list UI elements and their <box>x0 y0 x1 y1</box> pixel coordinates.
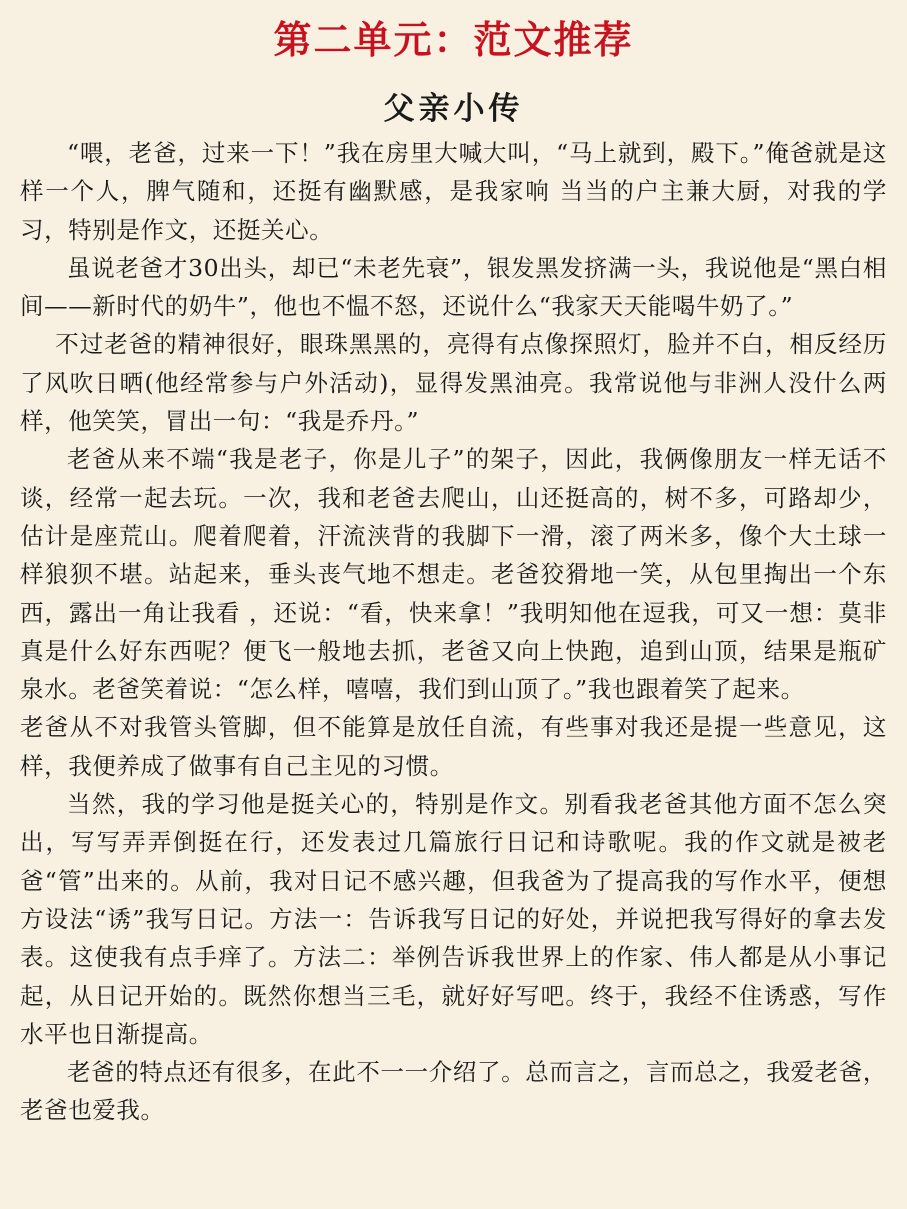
unit-title: 第二单元：范文推荐 <box>273 17 634 62</box>
paragraph-7: 老爸的特点还有很多，在此不一一介绍了。总而言之，言而总之，我爱老爸，老爸也爱我。 <box>20 1058 887 1125</box>
essay-title: 父亲小传 <box>383 91 524 127</box>
paragraph-6: 当然，我的学习他是挺关心的，特别是作文。别看我老爸其他方面不怎么突出，写写弄弄倒挺在行，还发表过几篇旅行日记和诗歌呢。我的作文就是被老爸“管”出来的。从前，我对日记不感兴趣，但我爸为了提高我的写作水平，便想方设法“诱”我写日记。方法一：告诉我写日记的好处，并说把我写得好的拿去发表。这使我有点手痒了。方法二：举例告诉我世界上的作家、伟人都是从小事记起，从日记开始的。既然你想当三毛，就好好写吧。终于，我经不住诱惑，写作水平也日渐提高。 <box>20 790 887 1048</box>
paragraph-3: 不过老爸的精神很好，眼珠黑黑的，亮得有点像探照灯，脸并不白，相反经历了风吹日晒(他经常参与户外活动)，显得发黑油亮。我常说他与非洲人没什么两样，他笑笑，冒出一句：“我是乔丹。” <box>20 330 887 436</box>
paragraph-4: 老爸从来不端“我是老子，你是儿子”的架子，因此，我俩像朋友一样无话不谈，经常一起去玩。一次，我和老爸去爬山，山还挺高的，树不多，可路却少，估计是座荒山。爬着爬着，汗流浃背的我脚下一滑，滚了两米多，像个大土球一样狼狈不堪。站起来，垂头丧气地不想走。老爸狡猾地一笑，从包里掏出一个东西，露出一角让我看 ，还说：“看，快来拿！”我明知他在逗我，可又一想：莫非真是什么好东西呢？便飞一般地去抓，老爸又向上快跑，追到山顶，结果是瓶矿泉水。老爸笑着说：“怎么样，嘻嘻，我们到山顶了。”我也跟着笑了起来。 <box>20 445 887 704</box>
paragraph-1: “喂，老爸，过来一下！”我在房里大喊大叫，“马上就到，殿下。”俺爸就是这样一个人，脾气随和，还挺有幽默感，是我家响 当当的户主兼大厨，对我的学习，特别是作文，还挺关心。 <box>20 139 887 244</box>
paragraph-2: 虽说老爸才30出头，却已“未老先衰”，银发黑发挤满一头，我说他是“黑白相间——新时代的奶牛”，他也不愠不怒，还说什么“我家天天能喝牛奶了。” <box>20 253 887 321</box>
essay-body <box>20 134 887 1130</box>
paragraph-5: 老爸从不对我管头管脚，但不能算是放任自流，有些事对我还是提一些意见，这样，我便养成了做事有自己主见的习惯。 <box>20 713 887 780</box>
